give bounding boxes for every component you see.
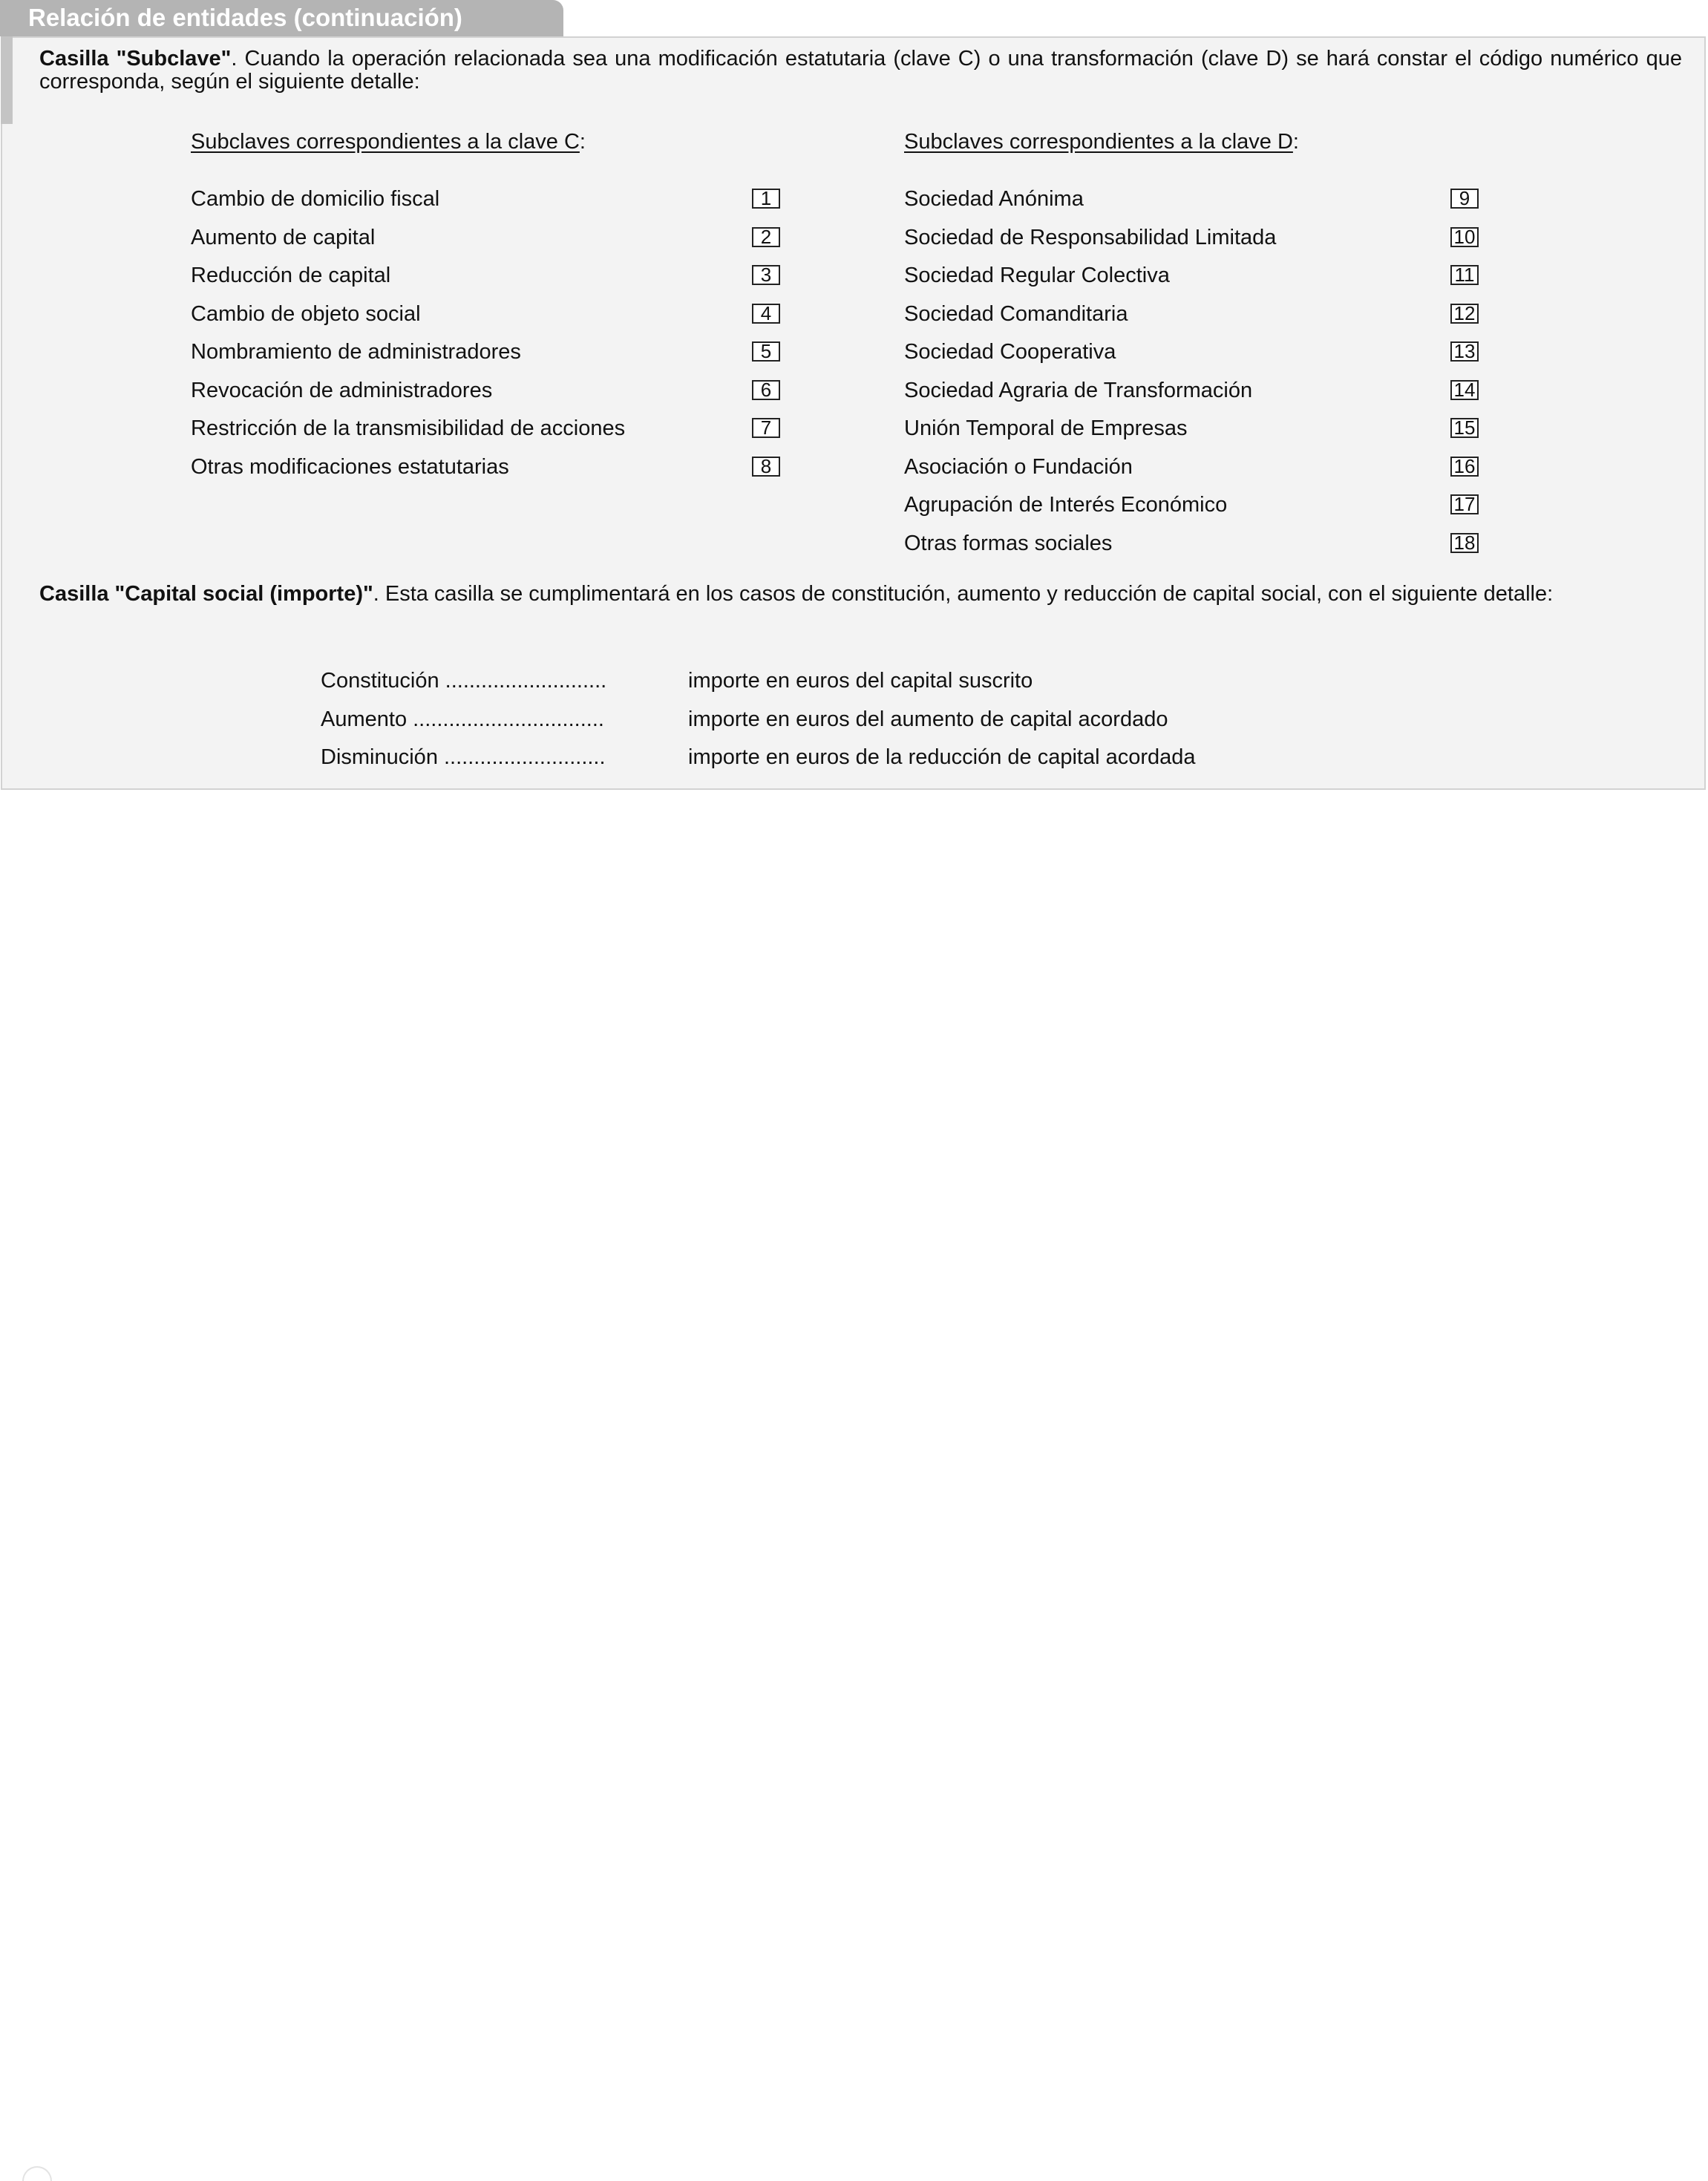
page-corner-mark [22,2166,52,2181]
subclave-label: Sociedad Cooperativa [904,340,1116,364]
subclave-code-box: 2 [752,227,780,247]
subclave-code-box: 18 [1450,533,1479,553]
subclave-row [191,337,789,367]
subclave-label: Sociedad Agraria de Transformación [904,378,1253,402]
capital-detail-description: importe en euros del aumento de capital acordado [688,707,1168,731]
capital-detail-label: Constitución ........................... [321,669,607,693]
subclave-heading: Casilla "Subclave" [39,47,232,71]
clave-c-heading: Subclaves correspondientes a la clave C: [191,130,586,154]
subclave-row [191,223,789,252]
clave-d-title: Subclaves correspondientes a la clave D [904,130,1293,154]
subclave-label: Restricción de la transmisibilidad de acciones [191,416,626,440]
subclave-code-box: 5 [752,341,780,362]
clave-d-heading: Subclaves correspondientes a la clave D: [904,130,1299,154]
subclave-row [904,299,1488,329]
subclave-row [904,529,1488,558]
subclave-row [191,184,789,214]
subclave-code-box: 17 [1450,494,1479,514]
subclave-row [904,376,1488,405]
subclave-label: Sociedad Regular Colectiva [904,264,1170,287]
subclave-row [191,452,789,482]
subclave-row [904,452,1488,482]
subclave-code-box: 15 [1450,418,1479,438]
subclave-label: Sociedad Comanditaria [904,301,1128,326]
section-tab [0,0,563,36]
subclave-label: Reducción de capital [191,264,391,287]
subclave-code-box: 1 [752,189,780,209]
subclave-paragraph [39,48,1682,94]
subclave-row [904,223,1488,252]
subclave-row [191,376,789,405]
subclave-label: Otras modificaciones estatutarias [191,454,509,479]
subclave-text: . Cuando la operación relacionada sea una modificación estatutaria (clave C) o una transformación (clave D) se hará constar el código numérico que corresponda, según el siguiente detalle: [39,47,1682,94]
subclave-code-box: 14 [1450,380,1479,400]
subclave-row [904,413,1488,443]
capital-detail-label: Aumento ................................ [321,707,604,731]
capital-paragraph [39,583,1682,606]
section-title: Relación de entidades (continuación) [28,4,462,31]
subclave-code-box: 3 [752,265,780,285]
subclave-row [191,261,789,290]
subclave-label: Asociación o Fundación [904,454,1133,479]
subclave-label: Nombramiento de administradores [191,340,521,364]
subclave-code-box: 7 [752,418,780,438]
subclave-code-box: 8 [752,457,780,477]
capital-detail-label: Disminución ........................... [321,745,606,769]
subclave-label: Cambio de domicilio fiscal [191,187,440,211]
capital-detail-description: importe en euros del capital suscrito [688,669,1033,693]
capital-heading: Casilla "Capital social (importe)" [39,582,373,606]
subclave-row [904,337,1488,367]
subclave-row [191,413,789,443]
subclave-row [904,261,1488,290]
panel-edge-decoration [1,36,13,124]
subclave-label: Aumento de capital [191,225,376,249]
subclave-row [904,184,1488,214]
subclave-label: Sociedad de Responsabilidad Limitada [904,225,1277,249]
subclave-label: Agrupación de Interés Económico [904,493,1228,517]
subclave-label: Cambio de objeto social [191,301,421,326]
subclave-code-box: 16 [1450,457,1479,477]
subclave-code-box: 10 [1450,227,1479,247]
subclave-code-box: 4 [752,304,780,324]
subclave-label: Revocación de administradores [191,378,493,402]
subclave-label: Sociedad Anónima [904,187,1084,211]
subclave-label: Otras formas sociales [904,531,1113,555]
subclave-row [191,299,789,329]
subclave-code-box: 13 [1450,341,1479,362]
capital-detail-description: importe en euros de la reducción de capital acordada [688,745,1196,769]
subclave-code-box: 12 [1450,304,1479,324]
clave-c-title: Subclaves correspondientes a la clave C [191,130,580,154]
subclave-code-box: 6 [752,380,780,400]
capital-text: . Esta casilla se cumplimentará en los casos de constitución, aumento y reducción de capital social, con el siguiente detalle: [373,582,1554,606]
subclave-label: Unión Temporal de Empresas [904,416,1188,440]
subclave-row [904,490,1488,520]
subclave-code-box: 11 [1450,265,1479,285]
subclave-code-box: 9 [1450,189,1479,209]
